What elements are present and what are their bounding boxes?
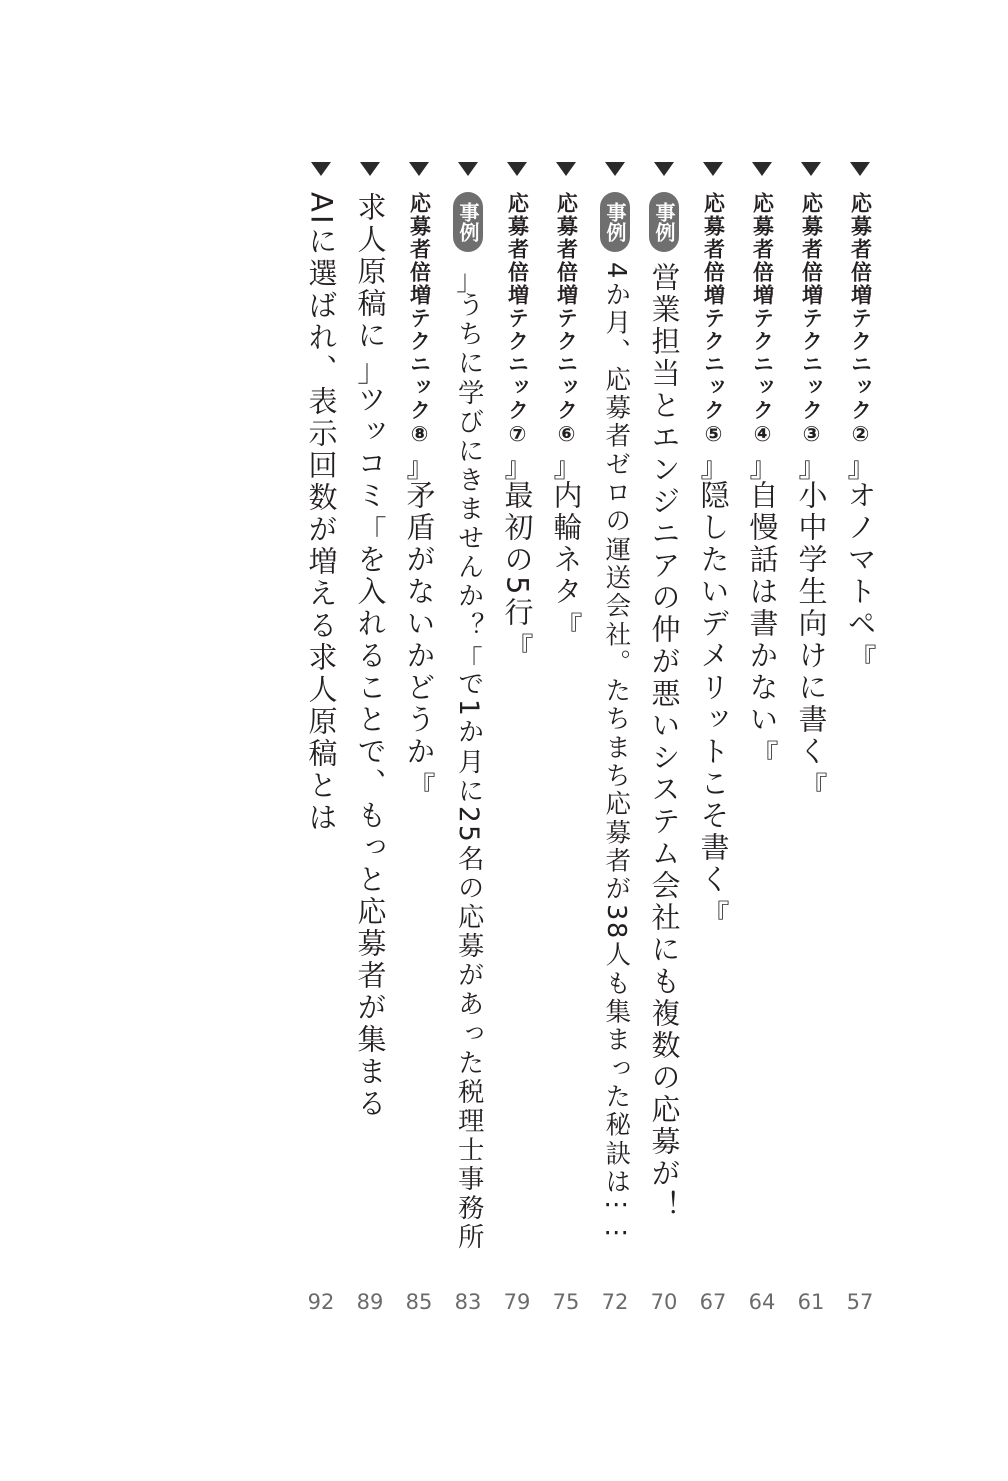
- entry-title: [843, 192, 878, 674]
- entry-title: [794, 192, 829, 802]
- triangle-marker-icon: [458, 162, 478, 176]
- entry-title-text: 『内輪ネタ』: [549, 447, 584, 642]
- page-number: 61: [797, 1290, 825, 1314]
- triangle-marker-icon: [409, 162, 429, 176]
- toc-entry[interactable]: [546, 162, 586, 1322]
- entry-title-text: AIに選ばれ、表示回数が増える求人原稿とは: [304, 192, 339, 835]
- triangle-marker-icon: [507, 162, 527, 176]
- entry-title-text: 『小中学生向けに書く』: [794, 447, 829, 802]
- toc-entry[interactable]: [350, 162, 390, 1322]
- entry-prefix: 応募者倍増テクニック⑦: [505, 192, 530, 448]
- triangle-marker-icon: [556, 162, 576, 176]
- entry-title: [500, 192, 535, 663]
- page-number: 70: [650, 1290, 678, 1314]
- toc-entry[interactable]: [644, 162, 684, 1322]
- page-number: 64: [748, 1290, 776, 1314]
- triangle-marker-icon: [311, 162, 331, 176]
- triangle-marker-icon: [752, 162, 772, 176]
- entry-title: [402, 192, 437, 802]
- toc-entry[interactable]: [693, 162, 733, 1322]
- triangle-marker-icon: [801, 162, 821, 176]
- page-number: 67: [699, 1290, 727, 1314]
- triangle-marker-icon: [360, 162, 380, 176]
- entry-title: [549, 192, 584, 642]
- page-number: 89: [356, 1290, 384, 1314]
- page-number: 79: [503, 1290, 531, 1314]
- entry-title-text: 『オノマトペ』: [843, 447, 878, 674]
- entry-prefix: 応募者倍増テクニック⑤: [701, 192, 726, 448]
- triangle-marker-icon: [703, 162, 723, 176]
- toc-entry[interactable]: [791, 162, 831, 1322]
- entry-prefix: 応募者倍増テクニック⑧: [407, 192, 432, 448]
- toc-entry[interactable]: [595, 162, 635, 1322]
- toc-entry[interactable]: [742, 162, 782, 1322]
- case-study-badge: 事例: [649, 192, 679, 252]
- toc-entry[interactable]: [497, 162, 537, 1322]
- entry-title: [696, 192, 731, 930]
- entry-title-text: 営業担当とエンジニアの仲が悪いシステム会社にも複数の応募が！: [647, 262, 682, 1222]
- entry-title-text: 「うちに学びにきませんか？」で1か月に25名の応募があった税理士事務所: [453, 261, 484, 1253]
- toc-entry[interactable]: [399, 162, 439, 1322]
- entry-title-text: 『隠したいデメリットこそ書く』: [696, 447, 731, 930]
- entry-title-text: 『矛盾がないかどうか』: [402, 447, 437, 802]
- entry-title-text: 4か月、応募者ゼロの運送会社。たちまち応募者が38人も集まった秘訣は……: [600, 262, 631, 1255]
- page-number: 83: [454, 1290, 482, 1314]
- entry-prefix: 応募者倍増テクニック②: [848, 192, 873, 448]
- toc-entry[interactable]: [448, 162, 488, 1322]
- page-number: 72: [601, 1290, 629, 1314]
- triangle-marker-icon: [654, 162, 674, 176]
- entry-title: [745, 192, 780, 770]
- entry-prefix: 応募者倍増テクニック⑥: [554, 192, 579, 448]
- entry-prefix: 応募者倍増テクニック④: [750, 192, 775, 448]
- toc-entry[interactable]: [301, 162, 341, 1322]
- entry-title-text: 『最初の5行』: [500, 447, 535, 663]
- entry-title-text: 『自慢話は書かない』: [745, 447, 780, 770]
- page-number: 92: [307, 1290, 335, 1314]
- triangle-marker-icon: [605, 162, 625, 176]
- page-number: 85: [405, 1290, 433, 1314]
- page-number: 57: [846, 1290, 874, 1314]
- entry-title-text: 求人原稿に「ツッコミ」を入れることで、もっと応募者が集まる: [353, 192, 388, 1120]
- entry-prefix: 応募者倍増テクニック③: [799, 192, 824, 448]
- toc-entry[interactable]: [840, 162, 880, 1322]
- page-number: 75: [552, 1290, 580, 1314]
- case-study-badge: 事例: [453, 192, 483, 252]
- case-study-badge: 事例: [600, 192, 630, 252]
- triangle-marker-icon: [850, 162, 870, 176]
